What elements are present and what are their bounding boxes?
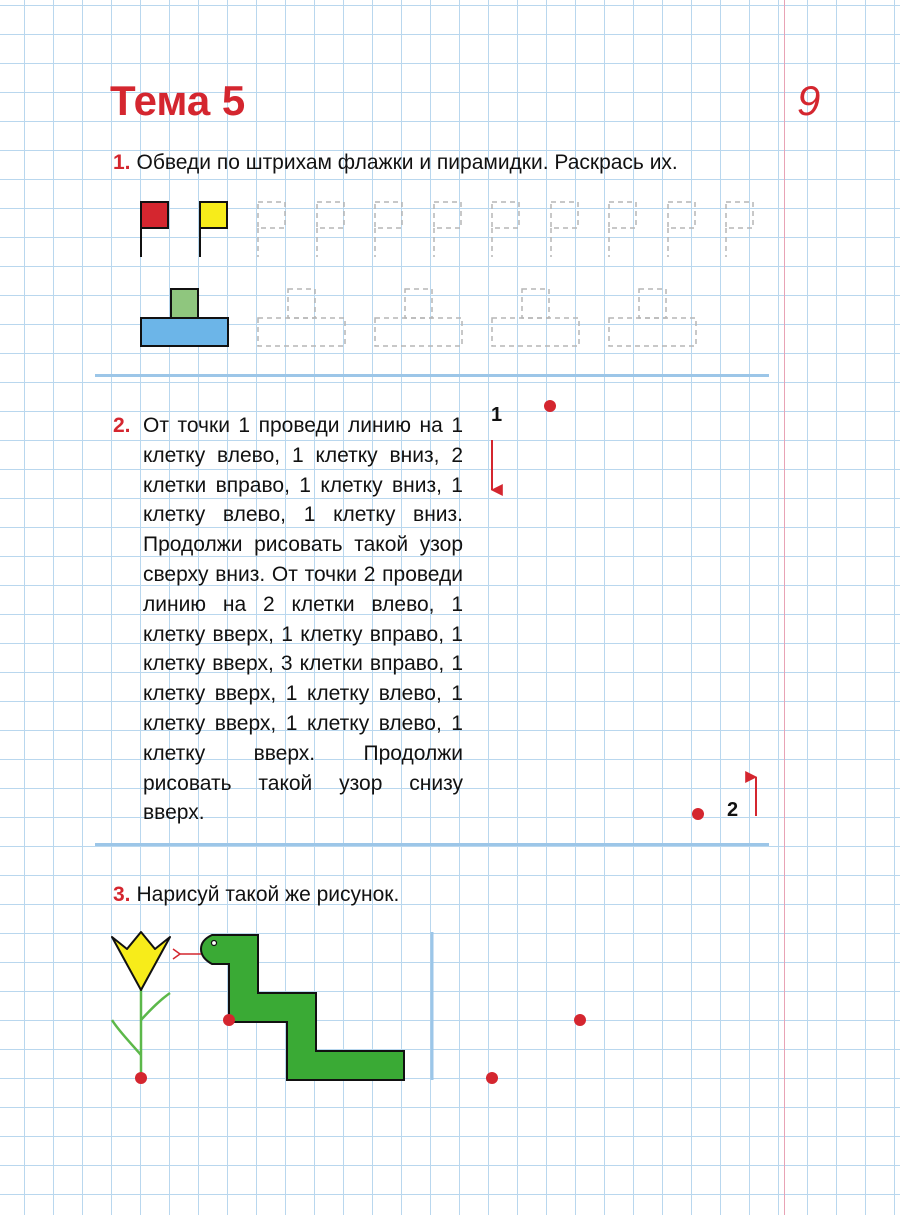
start-point-2	[692, 808, 704, 820]
start-point-1	[544, 400, 556, 412]
task-2-text: От точки 1 проведи линию на 1 клетку влево, 1 клетку вниз, 2 клетки вправо, 1 клетку вниз, 1 клетку влево, 1 клетку вниз. Продолжи рисовать такой узор сверху вниз. От точки 2 проведи линию на 2 клетки влево, 1 клетку вверх, 1 клетку вправо, 1 клетку вверх, 3 клетки вправо, 1 клетку вверх, 1 клетку влево, 1 клетку вверх, 1 клетку влево, 1 клетку вверх. Продолжи рисовать такой узор снизу вверх.	[143, 414, 463, 825]
copy-point-tulip	[486, 1072, 498, 1084]
tulip-icon	[112, 932, 170, 1078]
flag-yellow-icon	[200, 202, 227, 257]
dashed-flag-icon	[551, 202, 578, 257]
dashed-flags	[258, 202, 753, 257]
dashed-flag-icon	[726, 202, 753, 257]
dashed-flag-icon	[317, 202, 344, 257]
dashed-flag-icon	[492, 202, 519, 257]
dashed-flag-icon	[258, 202, 285, 257]
snake-icon	[173, 935, 404, 1080]
task-3-number: 3.	[113, 883, 131, 906]
task-2-number: 2.	[113, 414, 131, 437]
point-1-label: 1	[491, 404, 503, 426]
point-2-label: 2	[727, 799, 739, 821]
dashed-flag-icon	[609, 202, 636, 257]
task-3-text: Нарисуй такой же рисунок.	[136, 883, 400, 906]
dashed-pyramid-icon	[258, 289, 345, 346]
flag-red-icon	[141, 202, 168, 257]
task-1-number: 1.	[113, 151, 131, 174]
dashed-flag-icon	[434, 202, 461, 257]
pyramid-icon	[141, 289, 228, 346]
snake-eye-icon	[212, 941, 217, 946]
dashed-pyramid-icon	[375, 289, 462, 346]
tulip-base-point	[135, 1072, 147, 1084]
dashed-pyramid-icon	[492, 289, 579, 346]
copy-point-snake	[574, 1014, 586, 1026]
snake-start-point	[223, 1014, 235, 1026]
dashed-pyramids	[258, 289, 696, 346]
dashed-flag-icon	[375, 202, 402, 257]
dashed-flag-icon	[668, 202, 695, 257]
dashed-pyramid-icon	[609, 289, 696, 346]
task-1-text: Обведи по штрихам флажки и пирамидки. Раскрась их.	[136, 151, 678, 174]
page-number: 9	[797, 77, 821, 124]
page-title: Тема 5	[110, 77, 246, 124]
